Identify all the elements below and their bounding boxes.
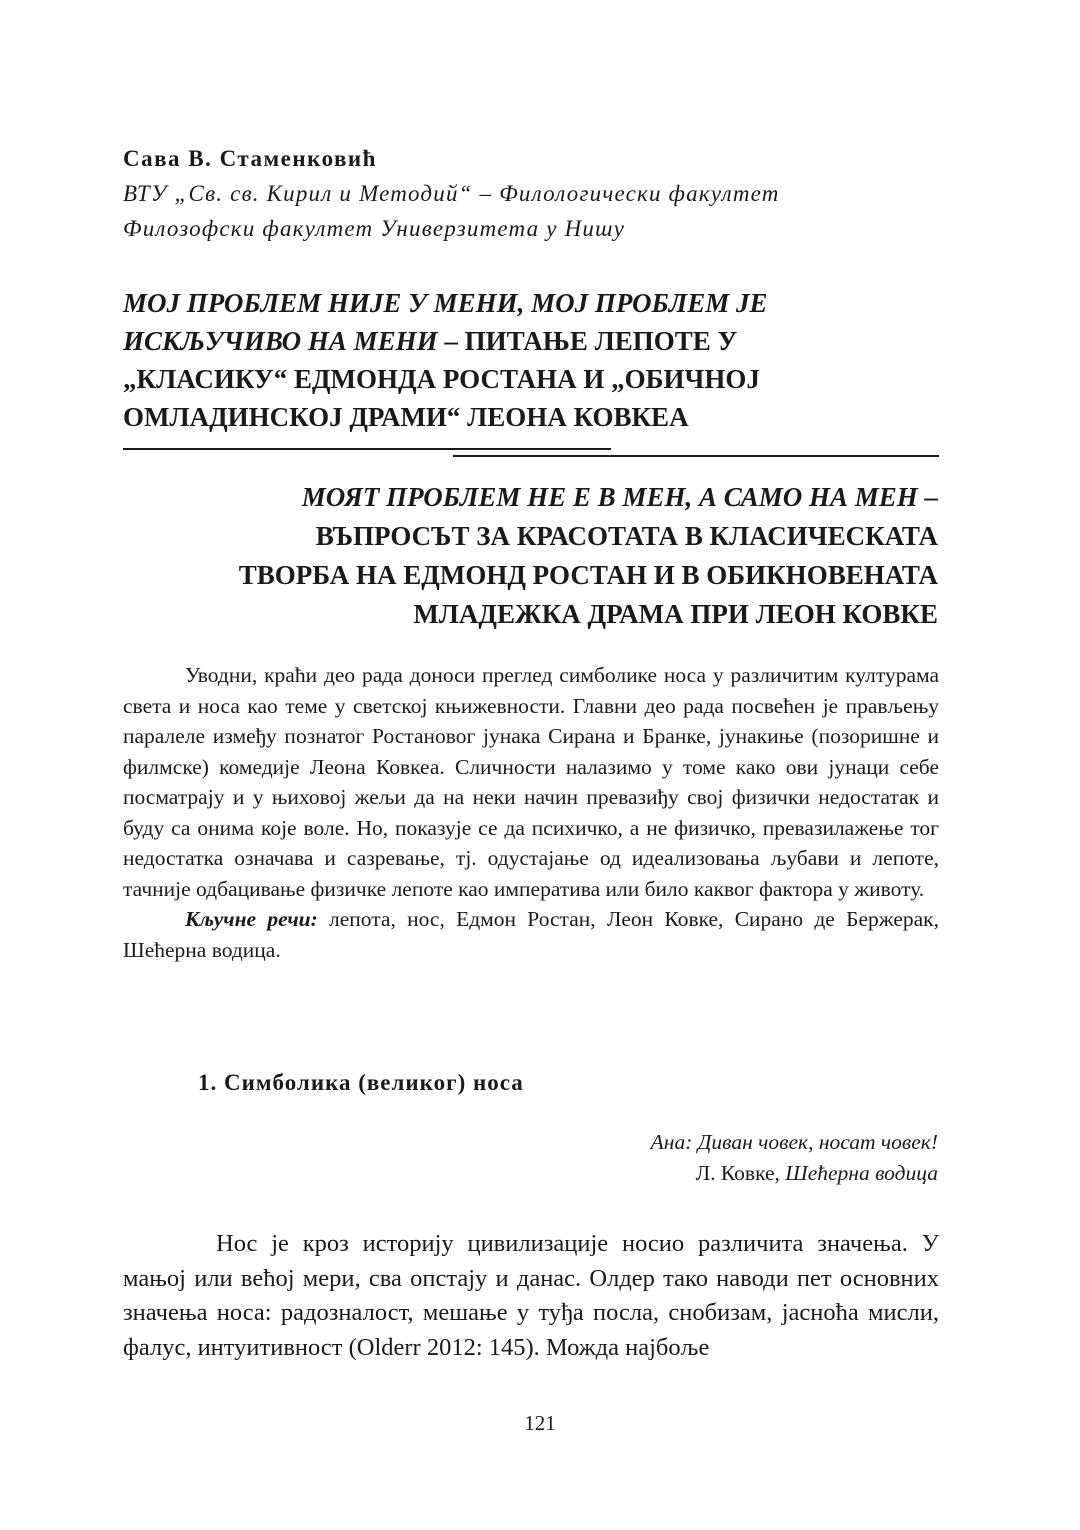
title-serbian-line-4: ОМЛАДИНСКОЈ ДРАМИ“ ЛЕОНА КОВКЕА xyxy=(123,402,689,432)
title-serbian-line-2-italic: ИСКЉУЧИВО НА МЕНИ xyxy=(123,326,438,356)
keywords-label: Кључне речи: xyxy=(185,907,318,931)
section-heading: 1. Симболика (великог) носа xyxy=(198,1070,524,1095)
body-paragraph: Нос је кроз историју цивилизације носио различита значења. У мањој или већој мери, сва опстају и данас. Олдер тако наводи пет основних значења носа: радозналост, мешање у туђа посла, снобизам, јасноћа мисли, фалус, интуитивност (Olderr 2012: 145). Можда најбоље xyxy=(123,1230,939,1361)
title-serbian-line-2-rest: – ПИТАЊЕ ЛЕПОТЕ У xyxy=(437,326,738,356)
epigraph-source-author: Л. Ковке, xyxy=(695,1161,786,1185)
title-serbian-line-2 xyxy=(123,322,938,360)
epigraph-source xyxy=(438,1158,938,1189)
keywords-list: лепота, нос, Едмон Ростан, Леон Ковке, Сирано де Бержерак, Шећерна водица. xyxy=(123,907,939,962)
abstract-text: Уводни, краћи део рада доноси преглед симболике носа у различитим културама света и носа као теме у светској књижевности. Главни део рада посвећен је прављењу паралеле између познатог Ростановог јунака Сирана и Бранке, јунакиње (позоришне и филмске) комедије Леона Ковкеа. Сличности налазимо у томе како ови јунаци себе посматрају и у њиховој жељи да на неки начин превазиђу свој физички недостатак и буду са онима које воле. Но, показује се да психичко, а не физичко, превазилажење тог недостатка означава и сазревање, тј. одустајање од идеализовања љубави и лепоте, тачније одбацивање физичке лепоте као императива или било каквог фактора у животу. xyxy=(123,663,939,901)
author-affiliation-2: Филозофски факултет Универзитета у Нишу xyxy=(123,216,626,241)
keywords xyxy=(123,904,939,965)
title-serbian xyxy=(123,284,938,436)
epigraph xyxy=(438,1127,938,1189)
title-bulgarian xyxy=(108,478,938,634)
author-name: Сава В. Стаменковић xyxy=(123,146,377,171)
body-text xyxy=(123,1227,939,1365)
epigraph-source-title: Шећерна водица xyxy=(785,1161,938,1185)
page-number: 121 xyxy=(524,1411,556,1435)
author-affiliation-1: ВТУ „Св. св. Кирил и Методий“ – Филологически факултет xyxy=(123,181,780,206)
abstract xyxy=(123,660,939,965)
title-serbian-line-3: „КЛАСИКУ“ ЕДМОНДА РОСТАНА И „ОБИЧНОЈ xyxy=(123,364,760,394)
title-bulgarian-line-4: МЛАДЕЖКА ДРАМА ПРИ ЛЕОН КОВКЕ xyxy=(413,599,938,629)
title-serbian-line-1: МОЈ ПРОБЛЕМ НИЈЕ У МЕНИ, МОЈ ПРОБЛЕМ ЈЕ xyxy=(123,288,768,318)
title-bulgarian-line-2: ВЪПРОСЪТ ЗА КРАСОТАТА В КЛАСИЧЕСКАТА xyxy=(315,521,938,551)
epigraph-quote: Ана: Диван човек, носат човек! xyxy=(650,1130,938,1154)
title-bulgarian-line-1: МОЯТ ПРОБЛЕМ НЕ Е В МЕН, А САМО НА МЕН – xyxy=(301,482,938,512)
title-bulgarian-line-3: ТВОРБА НА ЕДМОНД РОСТАН И В ОБИКНОВЕНАТА xyxy=(238,560,938,590)
title-divider-left xyxy=(123,448,611,450)
title-divider-right xyxy=(453,455,939,457)
